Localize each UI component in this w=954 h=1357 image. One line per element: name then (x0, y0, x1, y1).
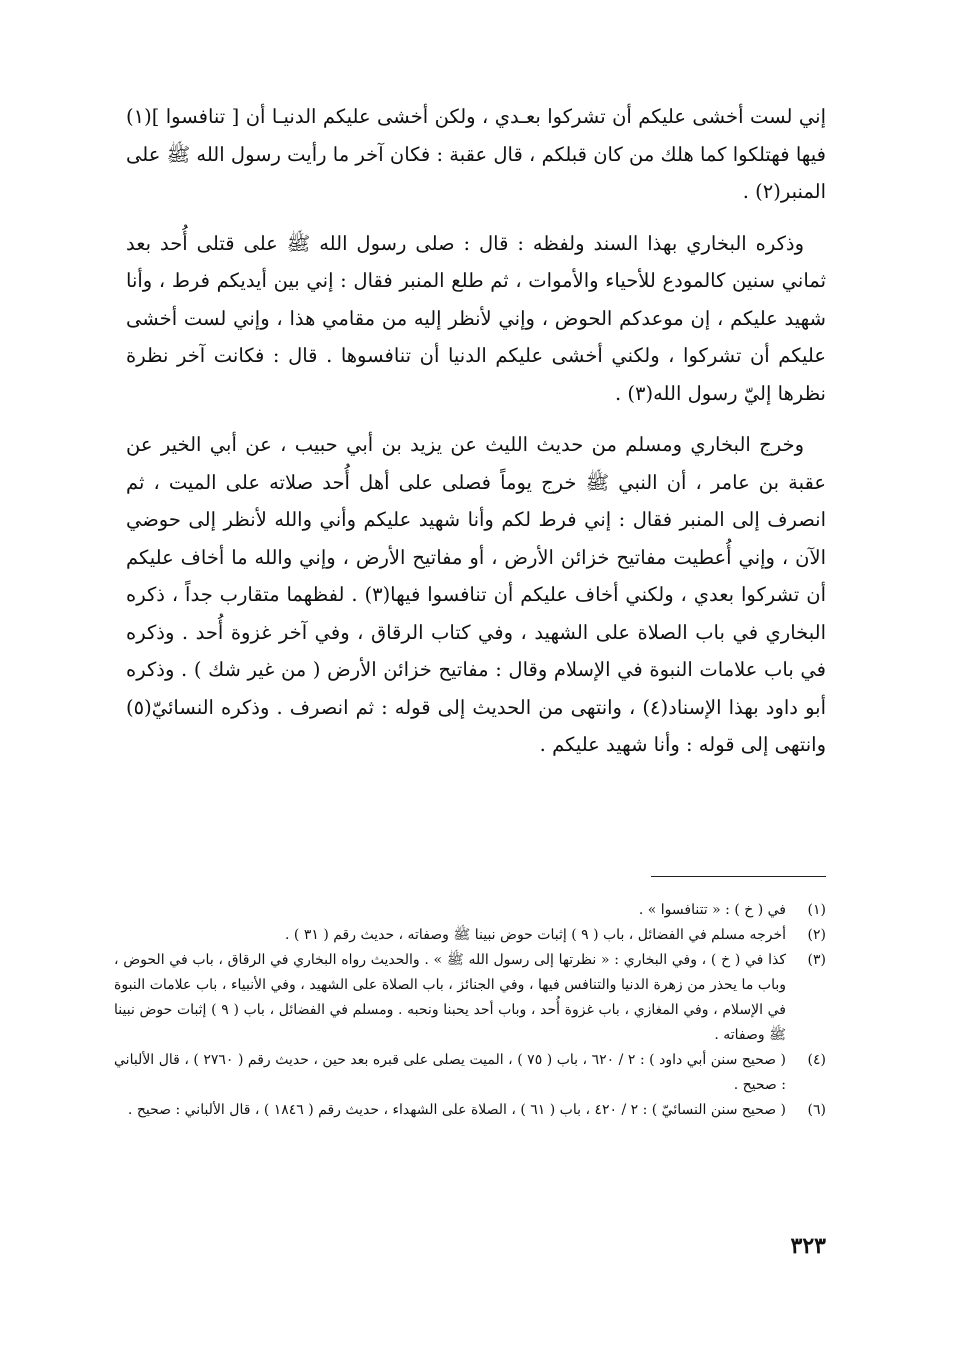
footnote-number: (٤) (807, 1052, 826, 1068)
paragraph: وذكره البخاري بهذا السند ولفظه : قال : صلى رسول الله ﷺ على قتلى أُحد بعد ثماني سنين كالمودع للأحياء والأموات ، ثم طلع المنبر فقال : إني بين أيديكم فرط ، وأنا شهيد عليكم ، إن موعدكم الحوض ، وإني لأنظر إليه من مقامي هذا ، وإني لست أخشى عليكم أن تشركوا ، ولكني أخشى عليكم الدنيا أن تنافسوها . قال : فكانت آخر نظرة نظرها إليّ رسول الله(٣) . (126, 231, 826, 405)
main-text (126, 98, 826, 778)
footnote-text: أخرجه مسلم في الفضائل ، باب ( ٩ ) إثبات حوض نبينا ﷺ وصفاته ، حديث رقم ( ٣١ ) . (285, 927, 786, 943)
footnote-number: (٢) (807, 927, 826, 943)
footnote (114, 898, 826, 923)
footnote (114, 948, 826, 1048)
footnote-text: ( صحيح سنن أبي داود ) : ٢ / ٦٢٠ ، باب ( ٧٥ ) ، الميت يصلى على قبره بعد حين ، حديث رقم ( ٢٧٦٠ ) ، قال الألباني : صحيح . (114, 1052, 787, 1093)
footnote (114, 1098, 826, 1123)
footnote (114, 1048, 826, 1098)
paragraph: وخرج البخاري ومسلم من حديث الليث عن يزيد بن أبي حبيب ، عن أبي الخير عن عقبة بن عامر ، أن النبي ﷺ خرج يوماً فصلى على أهل أُحد صلاته على الميت ، ثم انصرف إلى المنبر فقال : إني فرط لكم وأنا شهيد عليكم وأني والله لأنظر إلى حوضي الآن ، وإني أُعطيت مفاتيح خزائن الأرض ، أو مفاتيح الأرض ، وإني والله ما أخاف عليكم أن تشركوا بعدي ، ولكني أخاف عليكم أن تنافسوا فيها(٣) . لفظهما متقارب جداً ، ذكره البخاري في باب الصلاة على الشهيد ، وفي كتاب الرقاق ، وفي آخر غزوة أُحد . وذكره في باب علامات النبوة في الإسلام وقال : مفاتيح خزائن الأرض ( من غير شك ) . وذكره أبو داود بهذا الإسناد(٤) ، وانتهى من الحديث إلى قوله : ثم انصرف . وذكره النسائيّ(٥) وانتهى إلى قوله : وأنا شهيد عليكم . (126, 433, 826, 756)
paragraph: إني لست أخشى عليكم أن تشركوا بعـدي ، ولكن أخشى عليكم الدنيـا أن [ تنافسوا ](١) فيها فهتلكوا كما هلك من كان قبلكم ، قال عقبة : فكان آخر ما رأيت رسول الله ﷺ على المنبر(٢) . (126, 105, 826, 203)
footnote-text: ( صحيح سنن النسائيّ ) : ٢ / ٤٢٠ ، باب ( ٦١ ) ، الصلاة على الشهداء ، حديث رقم ( ١٨٤٦ ) ، قال الألباني : صحيح . (127, 1102, 786, 1118)
footnote-number: (٦) (807, 1102, 826, 1118)
footnote-number: (٣) (807, 952, 826, 968)
footnote-number: (١) (807, 902, 826, 918)
page-number: ٣٢٣ (790, 1233, 826, 1259)
footnote-text: في ( خ ) : « تتنافسوا » . (638, 902, 786, 918)
footnote-text: كذا في ( خ ) ، وفي البخاري : « نظرتها إلى رسول الله ﷺ » . والحديث رواه البخاري في الرقاق ، باب في الحوض ، وباب ما يحذر من زهرة الدنيا والتنافس فيها ، وفي الجنائز ، باب الصلاة على الشهيد ، وفي الأنبياء ، باب علامات النبوة في الإسلام ، وفي المغازي ، باب غزوة أُحد ، وباب أحد يحبنا ونحبه . ومسلم في الفضائل ، باب ( ٩ ) إثبات حوض نبينا ﷺ وصفاته . (114, 952, 786, 1043)
footnote-separator (651, 876, 826, 877)
footnotes (114, 898, 826, 1123)
footnote (114, 923, 826, 948)
